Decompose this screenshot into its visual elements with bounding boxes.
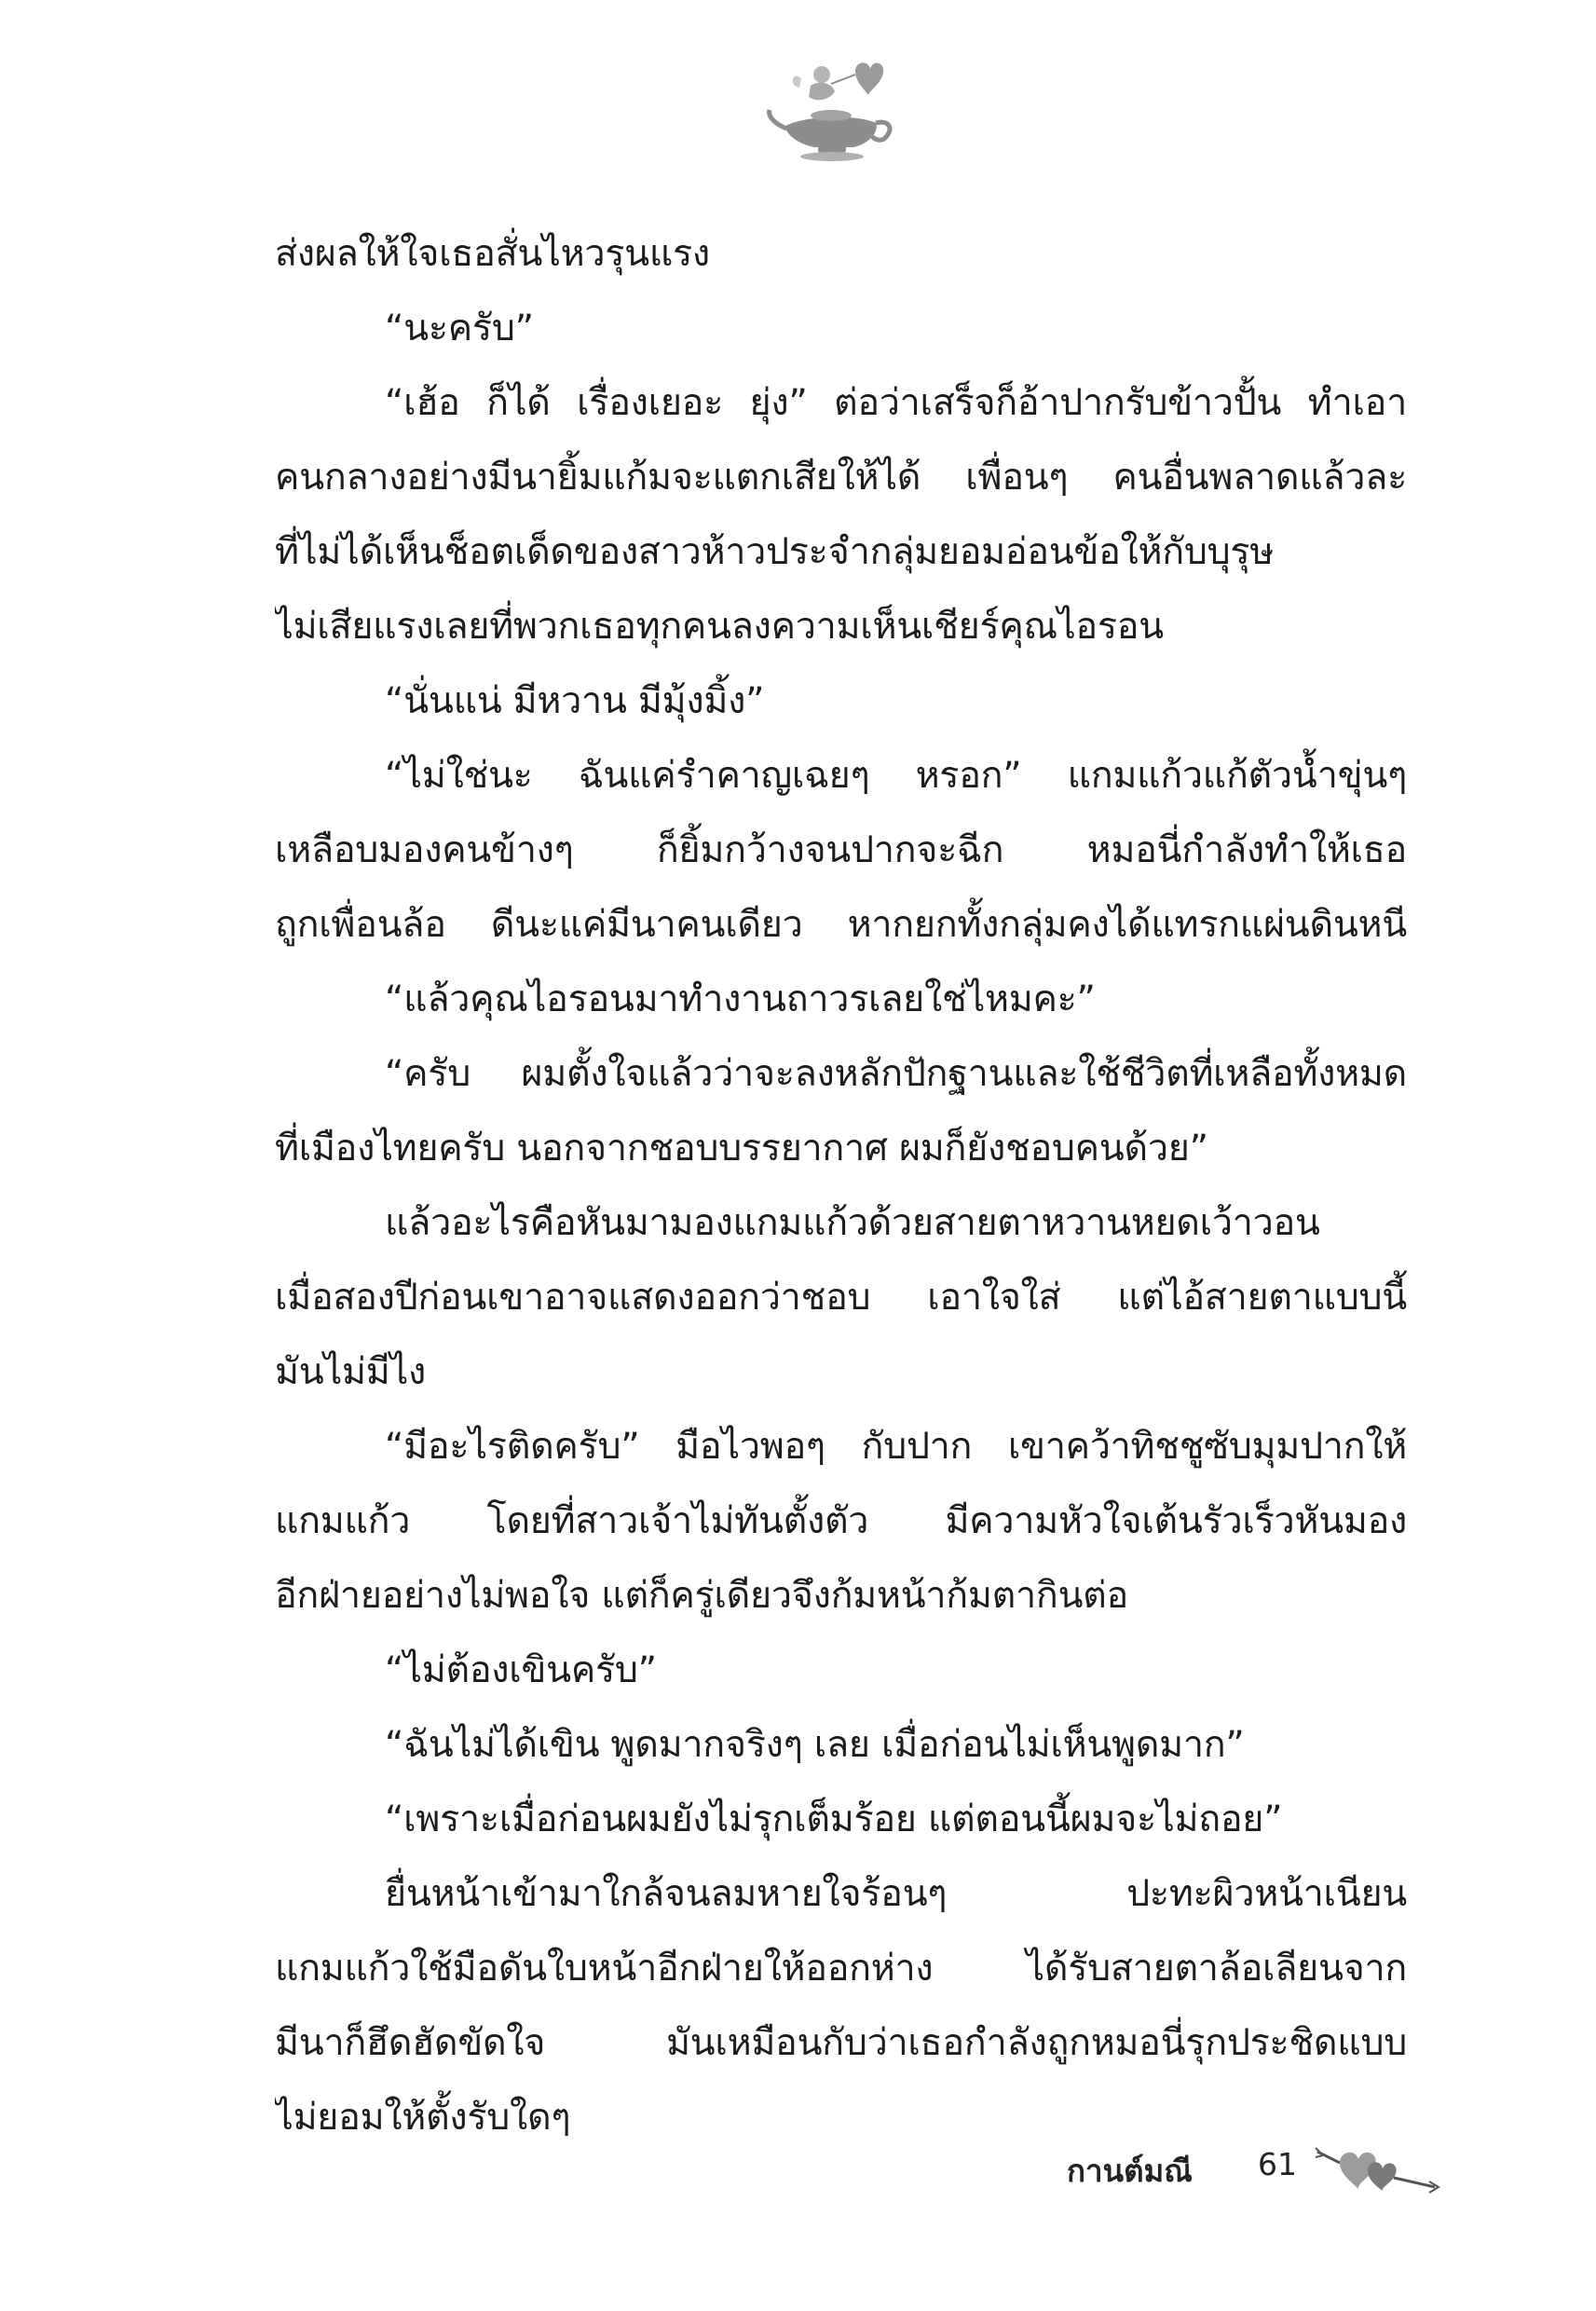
text-line: “เพราะเมื่อก่อนผมยังไม่รุกเต็มร้อย แต่ตอนนี้ผมจะไม่ถอย”	[385, 1798, 1283, 1840]
text-line: “ครับ ผมตั้งใจแล้วว่าจะลงหลักปักฐานและใช้ชีวิตที่เหลือทั้งหมด	[385, 1052, 1407, 1095]
page-number: 61	[1258, 2146, 1297, 2182]
text-line: “นะครับ”	[385, 307, 534, 349]
body-text	[275, 216, 1407, 2154]
page-footer	[1067, 2139, 1458, 2195]
text-line: ที่เมืองไทยครับ นอกจากชอบบรรยากาศ ผมก็ยังชอบคนด้วย”	[275, 1127, 1208, 1169]
text-line: ถูกเพื่อนล้อ ดีนะแค่มีนาคนเดียว หากยกทั้งกลุ่มคงได้แทรกแผ่นดินหนี	[275, 903, 1407, 946]
text-line: “เฮ้อ ก็ได้ เรื่องเยอะ ยุ่ง” ต่อว่าเสร็จก็อ้าปากรับข้าวปั้น ทำเอา	[385, 381, 1407, 424]
text-line: มีนาก็ฮึดฮัดขัดใจ มันเหมือนกับว่าเธอกำลังถูกหมอนี่รุกประชิดแบบ	[275, 2021, 1407, 2064]
text-line: อีกฝ่ายอย่างไม่พอใจ แต่ก็ครู่เดียวจึงก้มหน้าก้มตากินต่อ	[275, 1574, 1128, 1617]
text-line: ไม่เสียแรงเลยที่พวกเธอทุกคนลงความเห็นเชียร์คุณไอรอน	[275, 605, 1164, 648]
running-footer-title: กานต์มณี	[1067, 2153, 1193, 2189]
text-line: ไม่ยอมให้ตั้งรับใดๆ	[275, 2096, 571, 2139]
text-line: แกมแก้วใช้มือดันใบหน้าอีกฝ่ายให้ออกห่าง ได้รับสายตาล้อเลียนจาก	[275, 1947, 1407, 1990]
text-line: คนกลางอย่างมีนายิ้มแก้มจะแตกเสียให้ได้ เพื่อนๆ คนอื่นพลาดแล้วละ	[275, 456, 1407, 499]
text-line: “มีอะไรติดครับ” มือไวพอๆ กับปาก เขาคว้าทิชชูซับมุมปากให้	[385, 1425, 1407, 1468]
text-line: แกมแก้ว โดยที่สาวเจ้าไม่ทันตั้งตัว มีความหัวใจเต้นรัวเร็วหันมอง	[275, 1499, 1407, 1542]
text-line: มันไม่มีไง	[275, 1350, 427, 1393]
text-line: “ฉันไม่ได้เขิน พูดมากจริงๆ เลย เมื่อก่อนไม่เห็นพูดมาก”	[385, 1723, 1245, 1766]
text-line: “ไม่ต้องเขินครับ”	[385, 1648, 657, 1691]
text-line: “นั่นแน่ มีหวาน มีมุ้งมิ้ง”	[385, 679, 765, 722]
text-line: ที่ไม่ได้เห็นช็อตเด็ดของสาวห้าวประจำกลุ่มยอมอ่อนข้อให้กับบุรุษ	[275, 530, 1275, 573]
hearts-arrow-icon	[1314, 2139, 1453, 2195]
text-line: แล้วอะไรคือหันมามองแกมแก้วด้วยสายตาหวานหยดเว้าวอน	[385, 1201, 1320, 1244]
text-line: “ไม่ใช่นะ ฉันแค่รำคาญเฉยๆ หรอก” แกมแก้วแก้ตัวน้ำขุ่นๆ	[385, 754, 1407, 797]
text-line: เหลือบมองคนข้างๆ ก็ยิ้มกว้างจนปากจะฉีก หมอนี่กำลังทำให้เธอ	[275, 828, 1407, 871]
text-line: “แล้วคุณไอรอนมาทำงานถาวรเลยใช่ไหมคะ”	[385, 978, 1096, 1020]
text-line: ส่งผลให้ใจเธอสั่นไหวรุนแรง	[275, 232, 710, 275]
text-line: ยื่นหน้าเข้ามาใกล้จนลมหายใจร้อนๆ ปะทะผิวหน้าเนียน	[385, 1872, 1407, 1915]
teapot-cupid-icon	[764, 54, 904, 166]
text-line: เมื่อสองปีก่อนเขาอาจแสดงออกว่าชอบ เอาใจใส่ แต่ไอ้สายตาแบบนี้	[275, 1276, 1407, 1319]
